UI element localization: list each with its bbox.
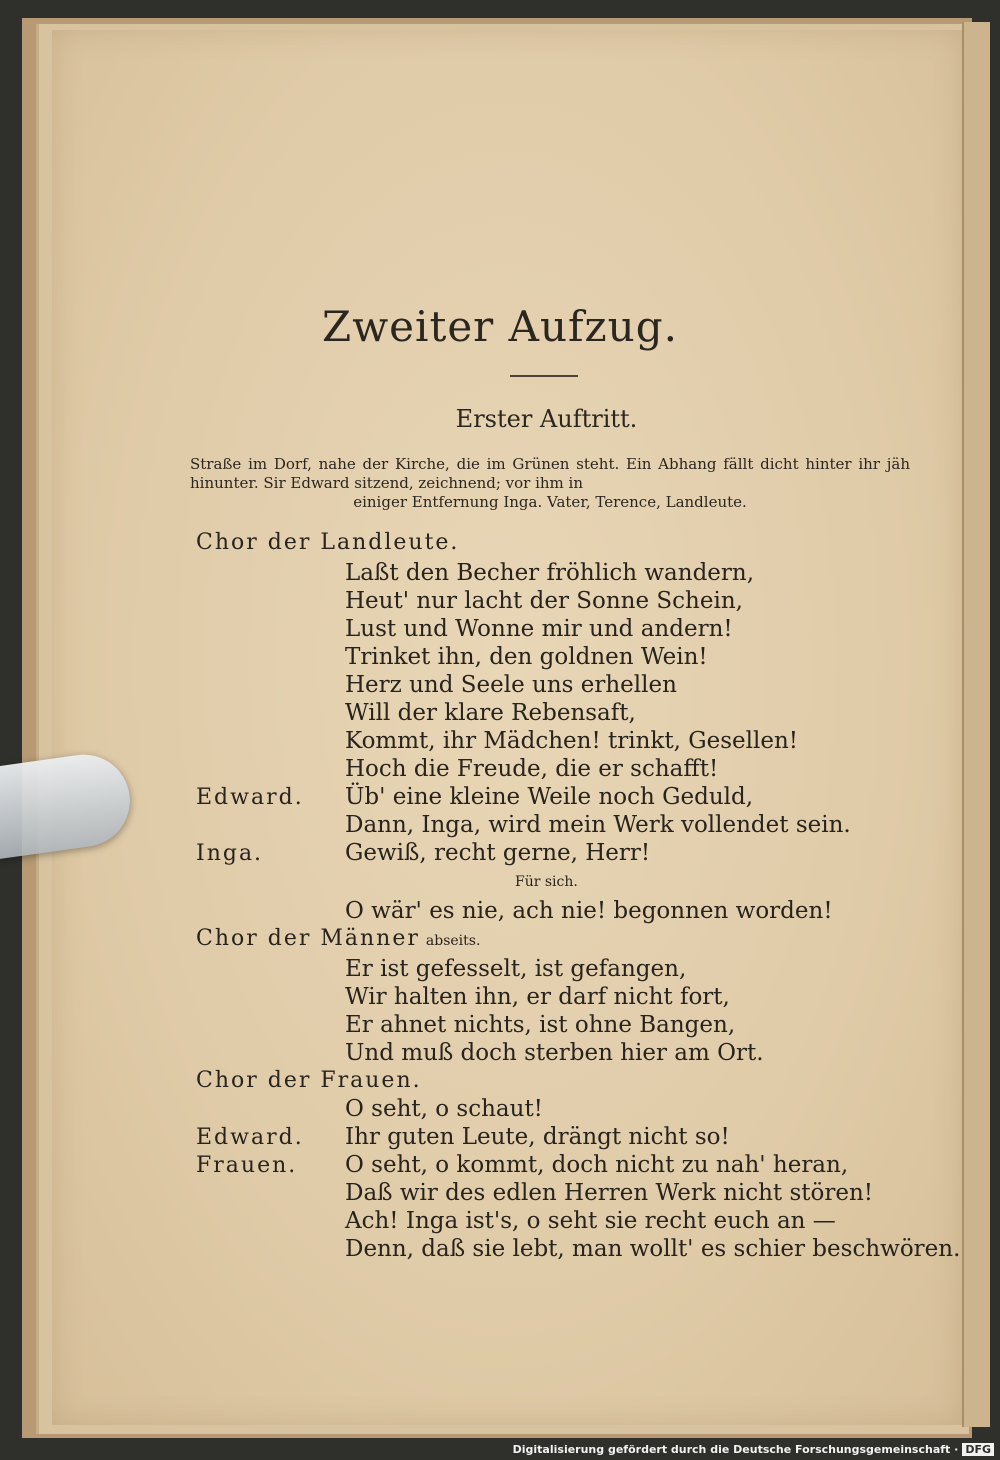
- stage-direction-line: einiger Entfernung Inga. Vater, Terence, Landleute.: [353, 493, 747, 511]
- verse-line: Wir halten ihn, er darf nicht fort,: [345, 984, 730, 1010]
- verse-line: Heut' nur lacht der Sonne Schein,: [345, 588, 743, 614]
- verse-line: Hoch die Freude, die er schafft!: [345, 756, 719, 782]
- verse-line: Üb' eine kleine Weile noch Geduld,: [345, 784, 754, 810]
- verse-line: Trinket ihn, den goldnen Wein!: [345, 644, 708, 670]
- speaker-name-text: Chor der Männer: [196, 926, 420, 951]
- verse-line: Ach! Inga ist's, o seht sie recht euch an —: [345, 1208, 836, 1234]
- verse-line: Gewiß, recht gerne, Herr!: [345, 840, 651, 866]
- stage-direction: [190, 455, 910, 512]
- speaker-name: Chor der Frauen.: [196, 1068, 422, 1093]
- dfg-logo: DFG: [962, 1443, 994, 1456]
- stage-direction-line: Straße im Dorf, nahe der Kirche, die im Grünen steht. Ein Abhang fällt: [190, 455, 754, 473]
- speaker-name: Inga.: [196, 841, 264, 866]
- verse-line: O seht, o schaut!: [345, 1096, 543, 1122]
- verse-line: Er ahnet nichts, ist ohne Bangen,: [345, 1012, 736, 1038]
- speaker-name: Chor der Landleute.: [196, 530, 460, 555]
- speaker-note: abseits.: [425, 933, 481, 949]
- next-page-edge: [962, 22, 990, 1427]
- verse-line: Dann, Inga, wird mein Werk vollendet sein.: [345, 812, 851, 838]
- verse-line: Laßt den Becher fröhlich wandern,: [345, 560, 755, 586]
- aside-direction: Für sich.: [515, 874, 578, 890]
- scene-title: Erster Auftritt.: [455, 405, 638, 433]
- verse-line: Er ist gefesselt, ist gefangen,: [345, 956, 687, 982]
- footer-text: Digitalisierung gefördert durch die Deutsche Forschungsgemeinschaft: [512, 1443, 951, 1456]
- verse-line: Daß wir des edlen Herren Werk nicht stören!: [345, 1180, 874, 1206]
- verse-line: Denn, daß sie lebt, man wollt' es schier beschwören.: [345, 1236, 961, 1262]
- verse-line: Kommt, ihr Mädchen! trinkt, Gesellen!: [345, 728, 799, 754]
- title-divider: [510, 375, 578, 377]
- verse-line: Herz und Seele uns erhellen: [345, 672, 677, 698]
- speaker-name: Frauen.: [196, 1153, 298, 1178]
- verse-line: Und muß doch sterben hier am Ort.: [345, 1040, 764, 1066]
- verse-line: Will der klare Rebensaft,: [345, 700, 636, 726]
- verse-line: O seht, o kommt, doch nicht zu nah' heran,: [345, 1152, 849, 1178]
- stage-direction-line: dicht hinter ihr jäh hinunter. Sir Edward sitzend, zeichnend; vor ihm in: [190, 455, 910, 492]
- speaker-name: Edward.: [196, 785, 304, 810]
- verse-line: Ihr guten Leute, drängt nicht so!: [345, 1124, 730, 1150]
- act-title: Zweiter Aufzug.: [322, 302, 678, 351]
- speaker-name: Edward.: [196, 1125, 304, 1150]
- verse-line: Lust und Wonne mir und andern!: [345, 616, 733, 642]
- verse-line: O wär' es nie, ach nie! begonnen worden!: [345, 898, 833, 924]
- footer-credit: Digitalisierung gefördert durch die Deutsche Forschungsgemeinschaft · DFG: [0, 1443, 994, 1456]
- speaker-name: [196, 926, 480, 951]
